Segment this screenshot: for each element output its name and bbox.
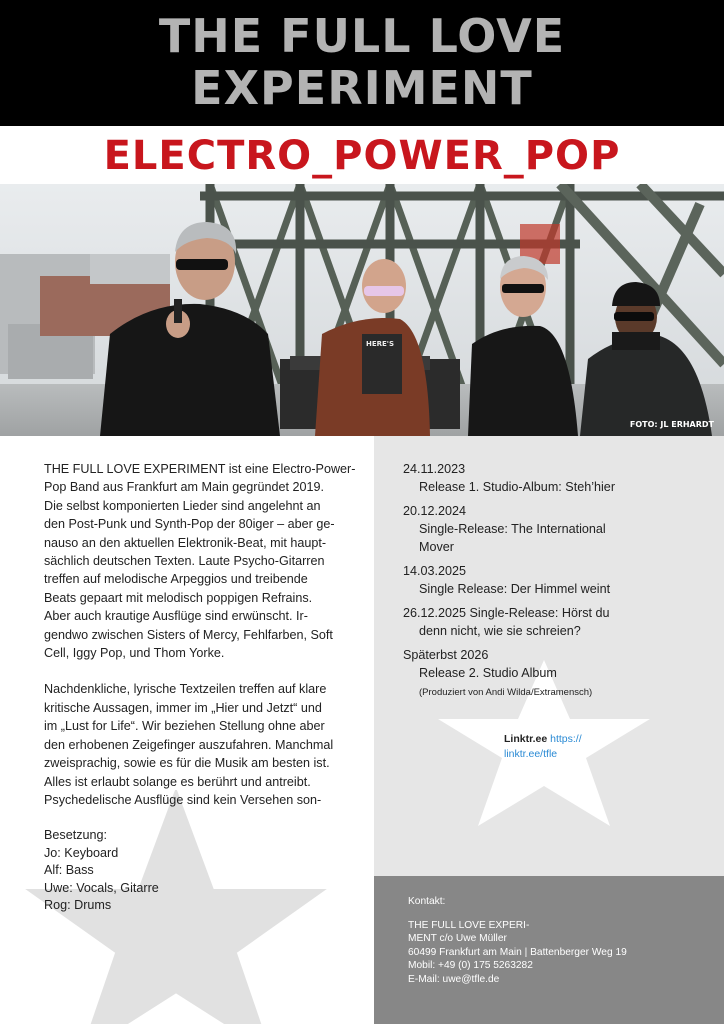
- contact-title: Kontakt:: [408, 896, 446, 907]
- release-description-line: Single-Release: The International: [419, 522, 606, 536]
- bio-line: Nachdenkliche, lyrische Textzeilen treffen auf klare: [44, 682, 327, 697]
- release-description: Release 1. Studio-Album: Steh’hier: [419, 480, 616, 494]
- bio-paragraph-1: [44, 460, 362, 662]
- bio-line: den erhobenen Zeigefinger auszufahren. Manchmal: [44, 737, 334, 752]
- linktree-info: [504, 732, 624, 762]
- band-lineup: [44, 827, 344, 915]
- release-note: (Produziert von Andi Wilda/Extramensch): [419, 687, 593, 698]
- release-date: Späterbst 2026: [403, 648, 489, 662]
- linktree-link[interactable]: https://: [550, 733, 582, 745]
- release-description: Release 2. Studio Album: [419, 666, 557, 680]
- lineup-member: Alf: Bass: [44, 863, 94, 877]
- lineup-member: Uwe: Vocals, Gitarre: [44, 880, 159, 895]
- bio-line: den Post-Punk und Synth-Pop der 80iger – aber ge-: [44, 517, 335, 532]
- release-entry: [403, 604, 703, 640]
- contact-line: THE FULL LOVE EXPERI-: [408, 919, 530, 931]
- release-description-line: Mover: [419, 540, 454, 554]
- bio-line: Alles ist erlaubt solange es berührt und antreibt.: [44, 774, 311, 789]
- band-name-line-1: THE FULL LOVE: [158, 9, 566, 63]
- photo-credit: FOTO: JL ERHARDT: [629, 420, 714, 429]
- release-description-line: denn nicht, wie sie schreien?: [419, 624, 581, 638]
- bio-line: im „Lust for Life“. Wir beziehen Stellung ohne aber: [44, 719, 325, 734]
- band-name-line-2: EXPERIMENT: [191, 61, 533, 115]
- header-banner: [0, 0, 724, 126]
- lineup-member: Rog: Drums: [44, 898, 112, 912]
- bio-line: gendwo zwischen Sisters of Mercy, Fehlfarben, Soft: [44, 627, 333, 642]
- release-date: 24.11.2023: [403, 462, 466, 476]
- release-timeline: [403, 460, 703, 699]
- contact-address: 60499 Frankfurt am Main | Battenberger Weg 19: [408, 946, 627, 958]
- genre-title: ELECTRO_POWER_POP: [103, 133, 621, 179]
- bio-line: Pop Band aus Frankfurt am Main gegründet 2019.: [44, 480, 325, 495]
- bio-line: THE FULL LOVE EXPERIMENT ist eine Electro-Power-: [44, 462, 356, 476]
- contact-phone[interactable]: Mobil: +49 (0) 175 5263282: [408, 960, 533, 971]
- contact-line: MENT c/o Uwe Müller: [408, 933, 507, 944]
- lineup-member: Jo: Keyboard: [44, 845, 119, 860]
- release-date-and-description: 26.12.2025 Single-Release: Hörst du: [403, 606, 610, 620]
- release-description: Single Release: Der Himmel weint: [419, 582, 611, 596]
- bio-line: sächlich deutschen Texten. Laute Psycho-Gitarren: [44, 554, 325, 569]
- bio-line: Psychedelische Ausflüge sind kein Versehen son-: [44, 792, 322, 807]
- release-description: [419, 520, 703, 556]
- bio-line: Die selbst komponierten Lieder sind angelehnt an: [44, 498, 321, 513]
- bio-line: nauso an den aktuellen Elektronik-Beat, mit haupt-: [44, 535, 327, 550]
- band-photo-image: [0, 184, 724, 436]
- contact-email[interactable]: E-Mail: uwe@tfle.de: [408, 973, 500, 985]
- linktree-label: Linktr.ee: [504, 733, 548, 745]
- band-photo: [0, 184, 724, 436]
- bio-line: Cell, Iggy Pop, und Thom Yorke.: [44, 646, 225, 661]
- release-date: 20.12.2024: [403, 504, 467, 518]
- bio-line: kritische Aussagen, immer im „Hier und Jetzt“ und: [44, 700, 322, 715]
- bio-line: Aber auch krautige Ausflüge sind erwünscht. Ir-: [44, 609, 308, 624]
- contact-info: [408, 895, 708, 986]
- band-bio: [44, 460, 362, 827]
- release-date: 14.03.2025: [403, 564, 467, 578]
- band-name: [0, 10, 724, 114]
- linktree-link-continued[interactable]: linktr.ee/tfle: [504, 748, 558, 760]
- bio-line: Beats gepaart mit melodisch poppigen Refrains.: [44, 590, 313, 605]
- shirt-print: HERE'S: [366, 340, 394, 348]
- bio-line: treffen auf melodische Arpeggios und treibende: [44, 572, 308, 587]
- bio-line: zweisprachig, sowie es für die Musik am besten ist.: [44, 756, 330, 771]
- bio-paragraph-2: [44, 680, 362, 809]
- lineup-title: Besetzung:: [44, 828, 108, 842]
